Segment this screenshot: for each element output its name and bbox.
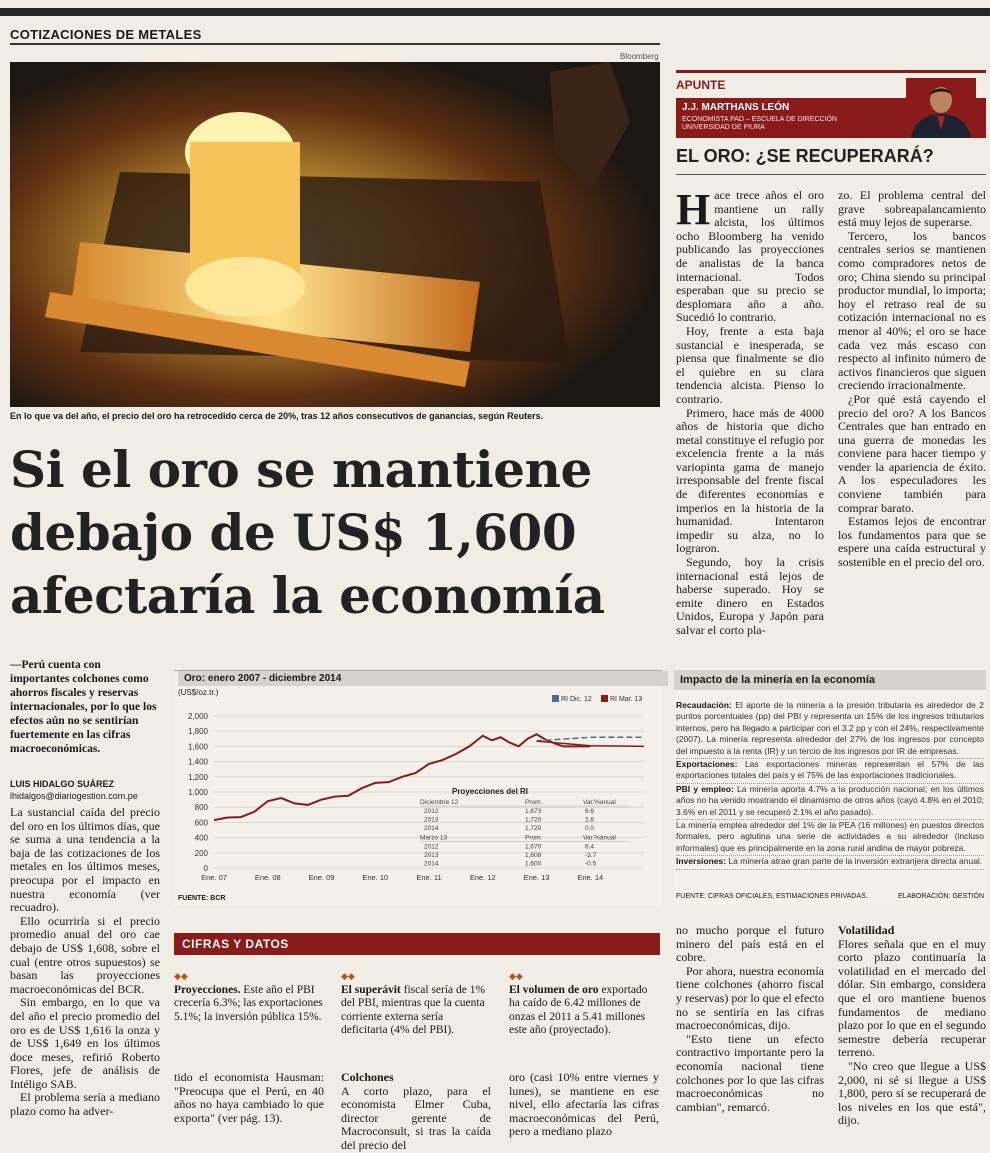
paragraph: A corto plazo, para el economista Elmer Cuba, director gerente de Macroconsult, si tras la caída del precio del <box>341 1083 491 1152</box>
mid-body-column <box>676 924 824 1114</box>
paragraph: no mucho porque el futuro minero del país está en el cobre. <box>676 923 824 965</box>
left-body-column <box>10 806 160 1119</box>
chart-table-cell: 6.6 <box>585 808 595 815</box>
drop-cap: H <box>676 185 711 234</box>
chart-legend-swatch <box>601 695 608 702</box>
apunte-title: EL ORO: ¿SE RECUPERARÁ? <box>676 146 934 166</box>
impacto-item: Recaudación: El aporte de la minería a la presión tributaria es alrededor de 2 puntos porcentuales (pp) del PBI y representa un 15% de los ingresos tributarios internos, pero ha llegado a participar con el 3.2 pp y con el 24%, respectivamente (2007). La minería representa alrededor del 27% de los ingresos por concepto del impuesto a la renta (IR) y un tercio de los ingresos por IR de empresas. <box>676 700 984 759</box>
author-email: lhidalgos@diariogestion.com.pe <box>10 791 138 801</box>
photo-caption: En lo que va del año, el precio del oro ha retrocedido cerca de 20%, tras 12 años consecutivos de ganancias, según Reuters. <box>10 411 544 421</box>
bullet-dots-icon: ◆◆ <box>341 971 355 981</box>
impacto-item: Inversiones: La minería atrae gran parte de la inversión extranjera directa anual. <box>676 856 984 869</box>
subhead: Volatilidad <box>838 923 895 937</box>
chart-xtick-label: Ene. 14 <box>577 873 604 882</box>
chart-xtick-label: Ene. 13 <box>523 873 550 882</box>
chart-table-cell: 2014 <box>424 860 439 868</box>
chart-table-cell: 2012 <box>424 843 439 851</box>
paragraph: tido el economista Hausman: "Preocupa que el Perú, en 40 años no haya cambiado lo que exporta" (ver pág. 13). <box>174 1070 324 1125</box>
impacto-body <box>676 700 984 870</box>
paragraph: Estamos lejos de encontrar los fundamentos para que se espere una caída estructural y sostenible en el precio del oro. <box>838 514 986 570</box>
chart-legend-label: RI Dic. 12 <box>561 696 592 703</box>
paragraph: Segundo, hoy la crisis internacional está lejos de haberse superado. Hoy se emite dinero en Estados Unidos, Europa y Japón para salvar el corto pla- <box>676 555 824 637</box>
top-rule <box>0 8 990 16</box>
gold-pour-photo <box>10 62 660 407</box>
impacto-elaboration: ELABORACIÓN: GESTIÓN <box>898 893 984 900</box>
chart-table-cell: 1,608 <box>525 852 542 859</box>
deck: —Perú cuenta con importantes colchones como ahorros fiscales y reservas internacionales, por lo que los efectos aún no se sentirían fuertemente en las cifras macroeconómicas. <box>10 659 157 755</box>
continuation-column-3 <box>509 1071 659 1139</box>
chart-xtick-label: Ene. 07 <box>201 873 227 882</box>
bullet-dots-icon: ◆◆ <box>509 971 523 981</box>
chart-title: Oro: enero 2007 - diciembre 2014 <box>178 671 668 686</box>
chart-ytick-label: 1,200 <box>187 772 208 782</box>
continuation-column-2 <box>341 1071 491 1153</box>
paragraph: Hace trece años el oro mantiene un rally alcista, los últimos ocho Bloomberg ha venido publicando las proyecciones de analistas de la banca internacional. Todos esperaban que su precio se desplomara año a año. Sucedió lo contrario. <box>676 185 824 325</box>
impacto-item: PBI y empleo: La minería aporta 4.7% a la producción nacional; en los últimos años no ha venido mostrando el dinamismo de otros años (cayó 4.8% en el 2010; 3.6% en el 2011 y se recuperó 2.1% el año pasado). <box>676 784 984 820</box>
chart-ytick-label: 1,800 <box>187 727 208 737</box>
chart-ytick-label: 2,000 <box>187 712 208 721</box>
impacto-item: Exportaciones: Las exportaciones mineras representan el 57% de las exportaciones totales del país y el 75% de las exportaciones tradicionales. <box>676 759 984 784</box>
chart-table-cell: 1,673 <box>525 808 542 815</box>
paragraph: El problema sería a mediano plazo como ha adver- <box>10 1090 160 1119</box>
impacto-item: La minería emplea alrededor del 1% de la PEA (16 millones) en puestos directos formales, pero aglutina una serie de actividades a su alrededor (incluso informales) que es principalmente en la zona rural andina de mayor pobreza. <box>676 820 984 856</box>
apunte-title-rule <box>676 174 986 175</box>
headline-line: afectaría la economía <box>10 566 605 625</box>
cifras-label: CIFRAS Y DATOS <box>182 937 289 951</box>
chart-xtick-label: Ene. 11 <box>416 873 442 882</box>
chart-ytick-label: 1,400 <box>187 757 208 767</box>
paragraph: Por ahora, nuestra economía tiene colchones (ahorro fiscal y reservas) por lo que el efecto no se sentiría en las cifras macroeconómicas, dijo. <box>676 963 824 1033</box>
chart-table-cell: 1,600 <box>525 860 542 868</box>
paragraph: Hoy, frente a esta baja sustancial e inesperada, se piensa que finalmente se dio el quiebre en su clara tendencia alcista. Pienso lo contrario. <box>676 323 824 406</box>
chart-table-cell: 2012 <box>424 808 439 815</box>
chart-ytick-label: 400 <box>194 833 208 843</box>
headline-line: Si el oro se mantiene <box>10 440 592 499</box>
impacto-title: Impacto de la minería en la economía <box>674 670 986 690</box>
paragraph: Flores señala que en el muy corto plazo continuaría la volatilidad en el mercado del dólar. Sin embargo, considera que el oro mantiene buenos fundamentos de mediano plazo por lo que en el segundo semestre debería recuperar terreno. <box>838 936 986 1060</box>
chart-table-cell: 1,670 <box>525 843 542 851</box>
chart-table-cell: -3.7 <box>585 852 597 859</box>
chart-table-title: Proyecciones del RI <box>451 787 529 796</box>
paragraph: La sustancial caída del precio del oro en los últimos días, que se suma a una tendencia a la baja de las cotizaciones de los metales en los últimos meses, preocupa por el impacto en nuestra economía (ver recuadro). <box>10 805 160 915</box>
chart-ytick-label: 1,000 <box>187 788 208 797</box>
cifra-item: ◆◆ El superávit fiscal sería de 1% del PBI, mientras que la cuenta corriente externa sería deficitaria (4% del PBI). <box>341 970 491 1038</box>
chart-table-block-label: Marzo 13 <box>420 834 448 842</box>
chart-ytick-label: 600 <box>194 818 208 828</box>
author-name: LUIS HIDALGO SUÁREZ <box>10 779 115 789</box>
headline-line: debajo de US$ 1,600 <box>10 503 577 562</box>
chart-table-column-header: Prom. <box>525 834 543 842</box>
paragraph: Ello ocurriría si el precio promedio anual del oro cae debajo de US$ 1,608, sobre el cual (entre otros supuestos) se basan las proyecciones macroeconómicas del BCR. <box>10 913 160 996</box>
paragraph: "Esto tiene un efecto contractivo importante pero la economía nacional tiene colchones por lo que las cifras macroeconómicas no cambian", remarcó. <box>676 1031 824 1114</box>
chart-table-cell: 1,720 <box>525 816 542 824</box>
chart-series-ri-mar <box>537 741 645 746</box>
apunte-label: APUNTE <box>676 78 726 92</box>
apunte-rule <box>676 70 986 73</box>
paragraph: Sin embargo, en lo que va del año el precio promedio del oro es de US$ 1,616 la onza y de US$ 1,649 en los últimos doce meses, refirió Roberto Flores, jefe de análisis de Intéligo SAB. <box>10 995 160 1091</box>
chart-ytick-label: 800 <box>194 803 208 813</box>
paragraph: ¿Por qué está cayendo el precio del oro? A los Bancos Centrales que han entrado en una guerra de monedas les conviene para hacer tiempo y vender la apariencia de éxito. A los especuladores les conviene también para comprar barato. <box>838 391 986 515</box>
chart-table-cell: -0.5 <box>585 860 597 868</box>
chart-table-column-header: Prom. <box>525 799 543 806</box>
author-portrait <box>906 78 976 138</box>
apunte-column-1 <box>676 185 824 638</box>
apunte-author-name: J.J. MARTHANS LEÓN <box>682 102 790 113</box>
apunte-column-2 <box>838 189 986 570</box>
paragraph: Tercero, los bancos centrales serios se mantienen como compradores netos de oro; China siendo su principal productor mundial, lo importa; hoy el retraso real de su cotización internacional no es menor al 40%; el oro se hace cada vez más escaso con respecto al infinito número de activos financieros que siguen creciendo irracionalmente. <box>838 228 986 393</box>
chart-table-column-header: Var.%anual <box>583 834 616 842</box>
chart-table-cell: 2013 <box>424 852 439 859</box>
chart-table-cell: 1,720 <box>525 825 542 832</box>
chart-source: FUENTE: BCR <box>178 895 226 902</box>
chart-table-block-label: Diciembre 12 <box>420 799 459 806</box>
chart-xtick-label: Ene. 09 <box>308 873 335 882</box>
chart-table-cell: 2.8 <box>585 816 595 824</box>
cifra-item: ◆◆ Proyecciones. Este año el PBI crecería 6.3%; las exportaciones 5.1%; la inversión pública 15%. <box>174 971 323 1023</box>
photo-credit: Bloomberg <box>620 52 659 61</box>
right-body-column <box>838 924 986 1128</box>
impacto-source: FUENTE: CIFRAS OFICIALES, ESTIMACIONES PRIVADAS. <box>676 893 868 900</box>
apunte-author-role: ECONOMISTA PAD – ESCUELA DE DIRECCIÓN UNIVERSIDAD DE PIURA <box>682 116 837 131</box>
chart-table-column-header: Var.%anual <box>583 799 616 806</box>
chart-table-cell: 2014 <box>424 825 439 832</box>
subhead: Colchones <box>341 1070 394 1084</box>
chart-table-cell: 0.0 <box>585 825 595 832</box>
chart-table-cell: 6.4 <box>585 843 595 851</box>
section-rule <box>10 43 660 45</box>
chart-xtick-label: Ene. 08 <box>254 873 281 882</box>
cifra-item: ◆◆ El volumen de oro exportado ha caído de 6.42 millones de onzas el 2011 a 5.41 millones este año (proyectado). <box>509 970 659 1038</box>
section-label: COTIZACIONES DE METALES <box>10 27 202 42</box>
chart-legend-label: RI Mar. 13 <box>610 696 643 703</box>
chart-ytick-label: 0 <box>203 864 208 873</box>
headline <box>10 438 660 627</box>
chart-xtick-label: Ene. 10 <box>362 873 389 882</box>
paragraph: zo. El problema central del grave sobreapalancamiento está muy lejos de superarse. <box>838 188 986 230</box>
chart-ylabel: (US$/oz.tr.) <box>178 688 219 697</box>
paragraph: "No creo que llegue a US$ 2,000, ni sé si llegue a US$ 1,800, pero sí se recuperará de los niveles en los que está", dijo. <box>838 1058 986 1128</box>
chart-series-ri-dic <box>537 737 645 741</box>
continuation-column-1 <box>174 1071 324 1125</box>
chart-table-cell: 2013 <box>424 816 439 824</box>
chart-ytick-label: 200 <box>194 848 208 858</box>
paragraph: Primero, hace más de 4000 años de historia que dicho metal constituye el refugio por excelencia frente a la más variopinta gama de manejo irresponsable del frente fiscal de diferentes economías e imperios en la historia de la humanidad. Intentaron impedir su alza, no lo lograron. <box>676 405 824 556</box>
impacto-footer <box>676 893 984 900</box>
paragraph: oro (casi 10% entre viernes y lunes), se mantiene en ese nivel, ello afectaría las cifras macroeconómicas del Perú, pero a mediano plazo <box>509 1070 659 1139</box>
chart-plot <box>174 690 662 890</box>
chart-ytick-label: 1,600 <box>187 742 208 752</box>
chart-xtick-label: Ene. 12 <box>469 873 496 882</box>
chart-legend-swatch <box>552 695 559 702</box>
bullet-dots-icon: ◆◆ <box>174 971 188 981</box>
